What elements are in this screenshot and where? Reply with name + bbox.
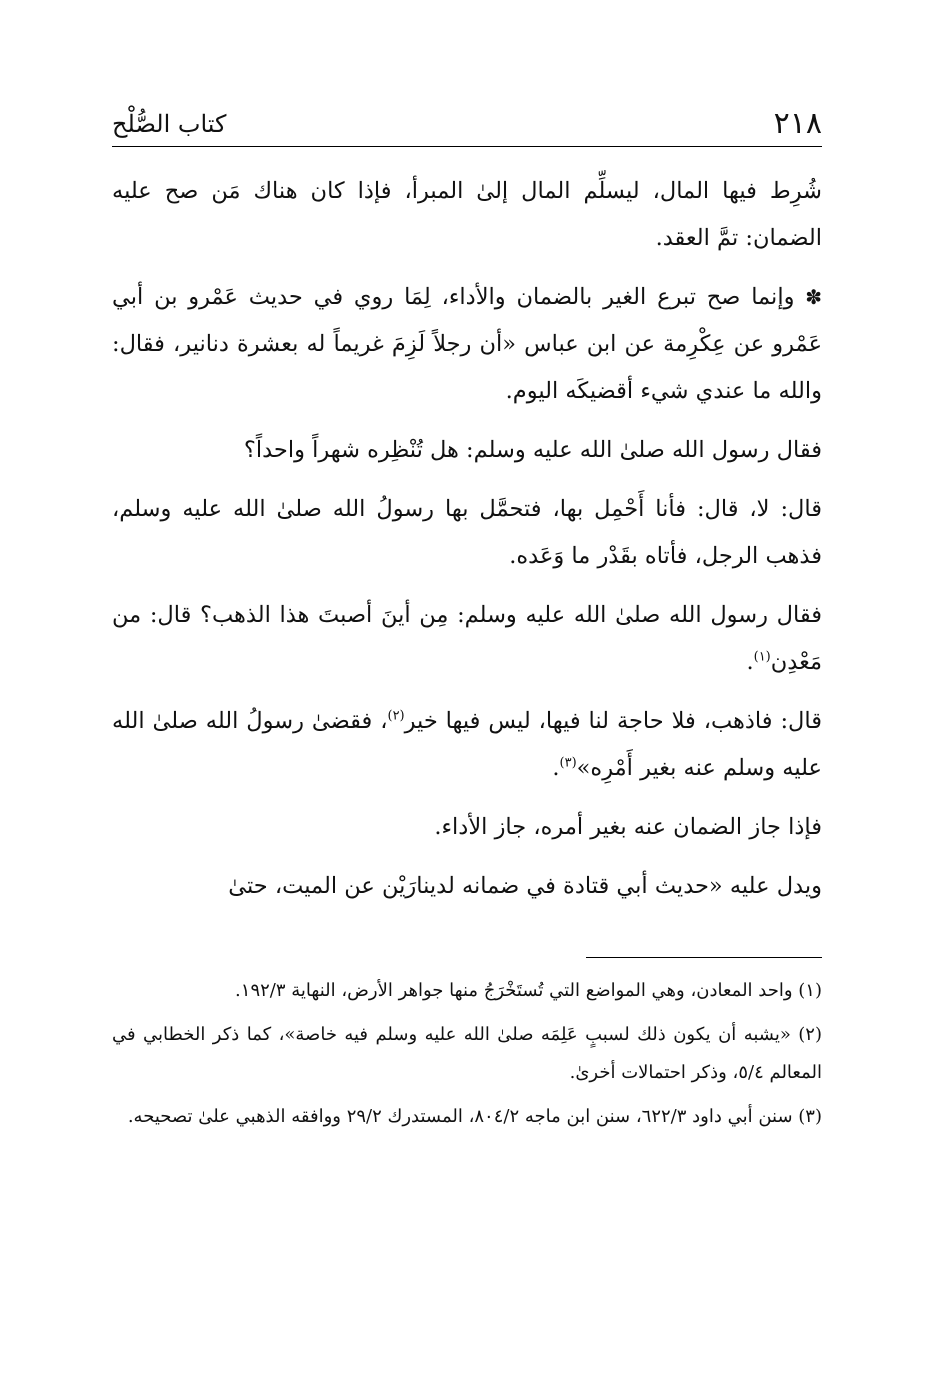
paragraph-8: ويدل عليه «حديث أبي قتادة في ضمانه لدينارَيْن عن الميت، حتىٰ	[228, 873, 822, 899]
main-text	[112, 168, 822, 922]
star-icon: ✽	[805, 285, 822, 309]
footnote-2: (٢) «يشبه أن يكون ذلك لسببٍ عَلِمَه صلىٰ الله عليه وسلم فيه خاصة»، كما ذكر الخطابي في المعالم ٥/٤، وذكر احتمالات أخرىٰ.	[112, 1024, 822, 1083]
paragraph-5	[112, 592, 822, 686]
paragraph-1: شُرِط فيها المال، ليسلِّم المال إلىٰ المبرأ، فإذا كان هناك مَن صح عليه الضمان: تمَّ العقد.	[112, 178, 822, 251]
footnote-3: (٣) سنن أبي داود ٦٢٢/٣، سنن ابن ماجه ٨٠٤/٢، المستدرك ٢٩/٢ ووافقه الذهبي علىٰ تصحيحه.	[127, 1106, 822, 1127]
paragraph-2	[112, 274, 822, 415]
paragraph-5-end: .	[746, 649, 754, 675]
paragraph-6-text-a: قال: فاذهب، فلا حاجة لنا فيها، ليس فيها خير	[404, 708, 822, 734]
footnote-ref-3[interactable]: (٣)	[559, 755, 577, 771]
paragraph-5-text: فقال رسول الله صلىٰ الله عليه وسلم: مِن أينَ أصبتَ هذا الذهب؟ قال: من مَعْدِن	[112, 602, 822, 675]
footnote-ref-1[interactable]: (١)	[753, 649, 771, 665]
running-header	[112, 104, 822, 147]
paragraph-6-text-b: ، فقضىٰ رسولُ الله صلىٰ الله عليه وسلم عنه بغير أَمْرِه»	[112, 708, 822, 781]
footnote-divider	[586, 957, 822, 958]
paragraph-6	[112, 698, 822, 792]
footnote-1: (١) واحد المعادن، وهي المواضع التي تُستَخْرَجُ منها جواهر الأرض، النهاية ١٩٢/٣.	[235, 980, 822, 1001]
paragraph-2-text: وإنما صح تبرع الغير بالضمان والأداء، لِمَا روي في حديث عَمْرو بن أبي عَمْرو عن عِكْرِمة عن ابن عباس «أن رجلاً لَزِمَ غريماً له بعشرة دنانير، فقال: والله ما عندي شيء أقضيكَه اليوم.	[112, 284, 822, 404]
footnote-ref-2[interactable]: (٢)	[387, 708, 405, 724]
book-title: كتاب الصُّلْح	[112, 110, 227, 138]
paragraph-7: فإذا جاز الضمان عنه بغير أمره، جاز الأداء.	[434, 814, 822, 840]
paragraph-3: فقال رسول الله صلىٰ الله عليه وسلم: هل تُنْظِره شهراً واحداً؟	[243, 437, 822, 463]
footnotes	[112, 972, 822, 1142]
paragraph-6-end: .	[552, 755, 560, 781]
page-number: ٢١٨	[773, 106, 822, 141]
paragraph-4: قال: لا، قال: فأنا أَحْمِل بها، فتحمَّل بها رسولُ الله صلىٰ الله عليه وسلم، فذهب الرجل، فأتاه بقَدْر ما وَعَده.	[112, 496, 822, 569]
